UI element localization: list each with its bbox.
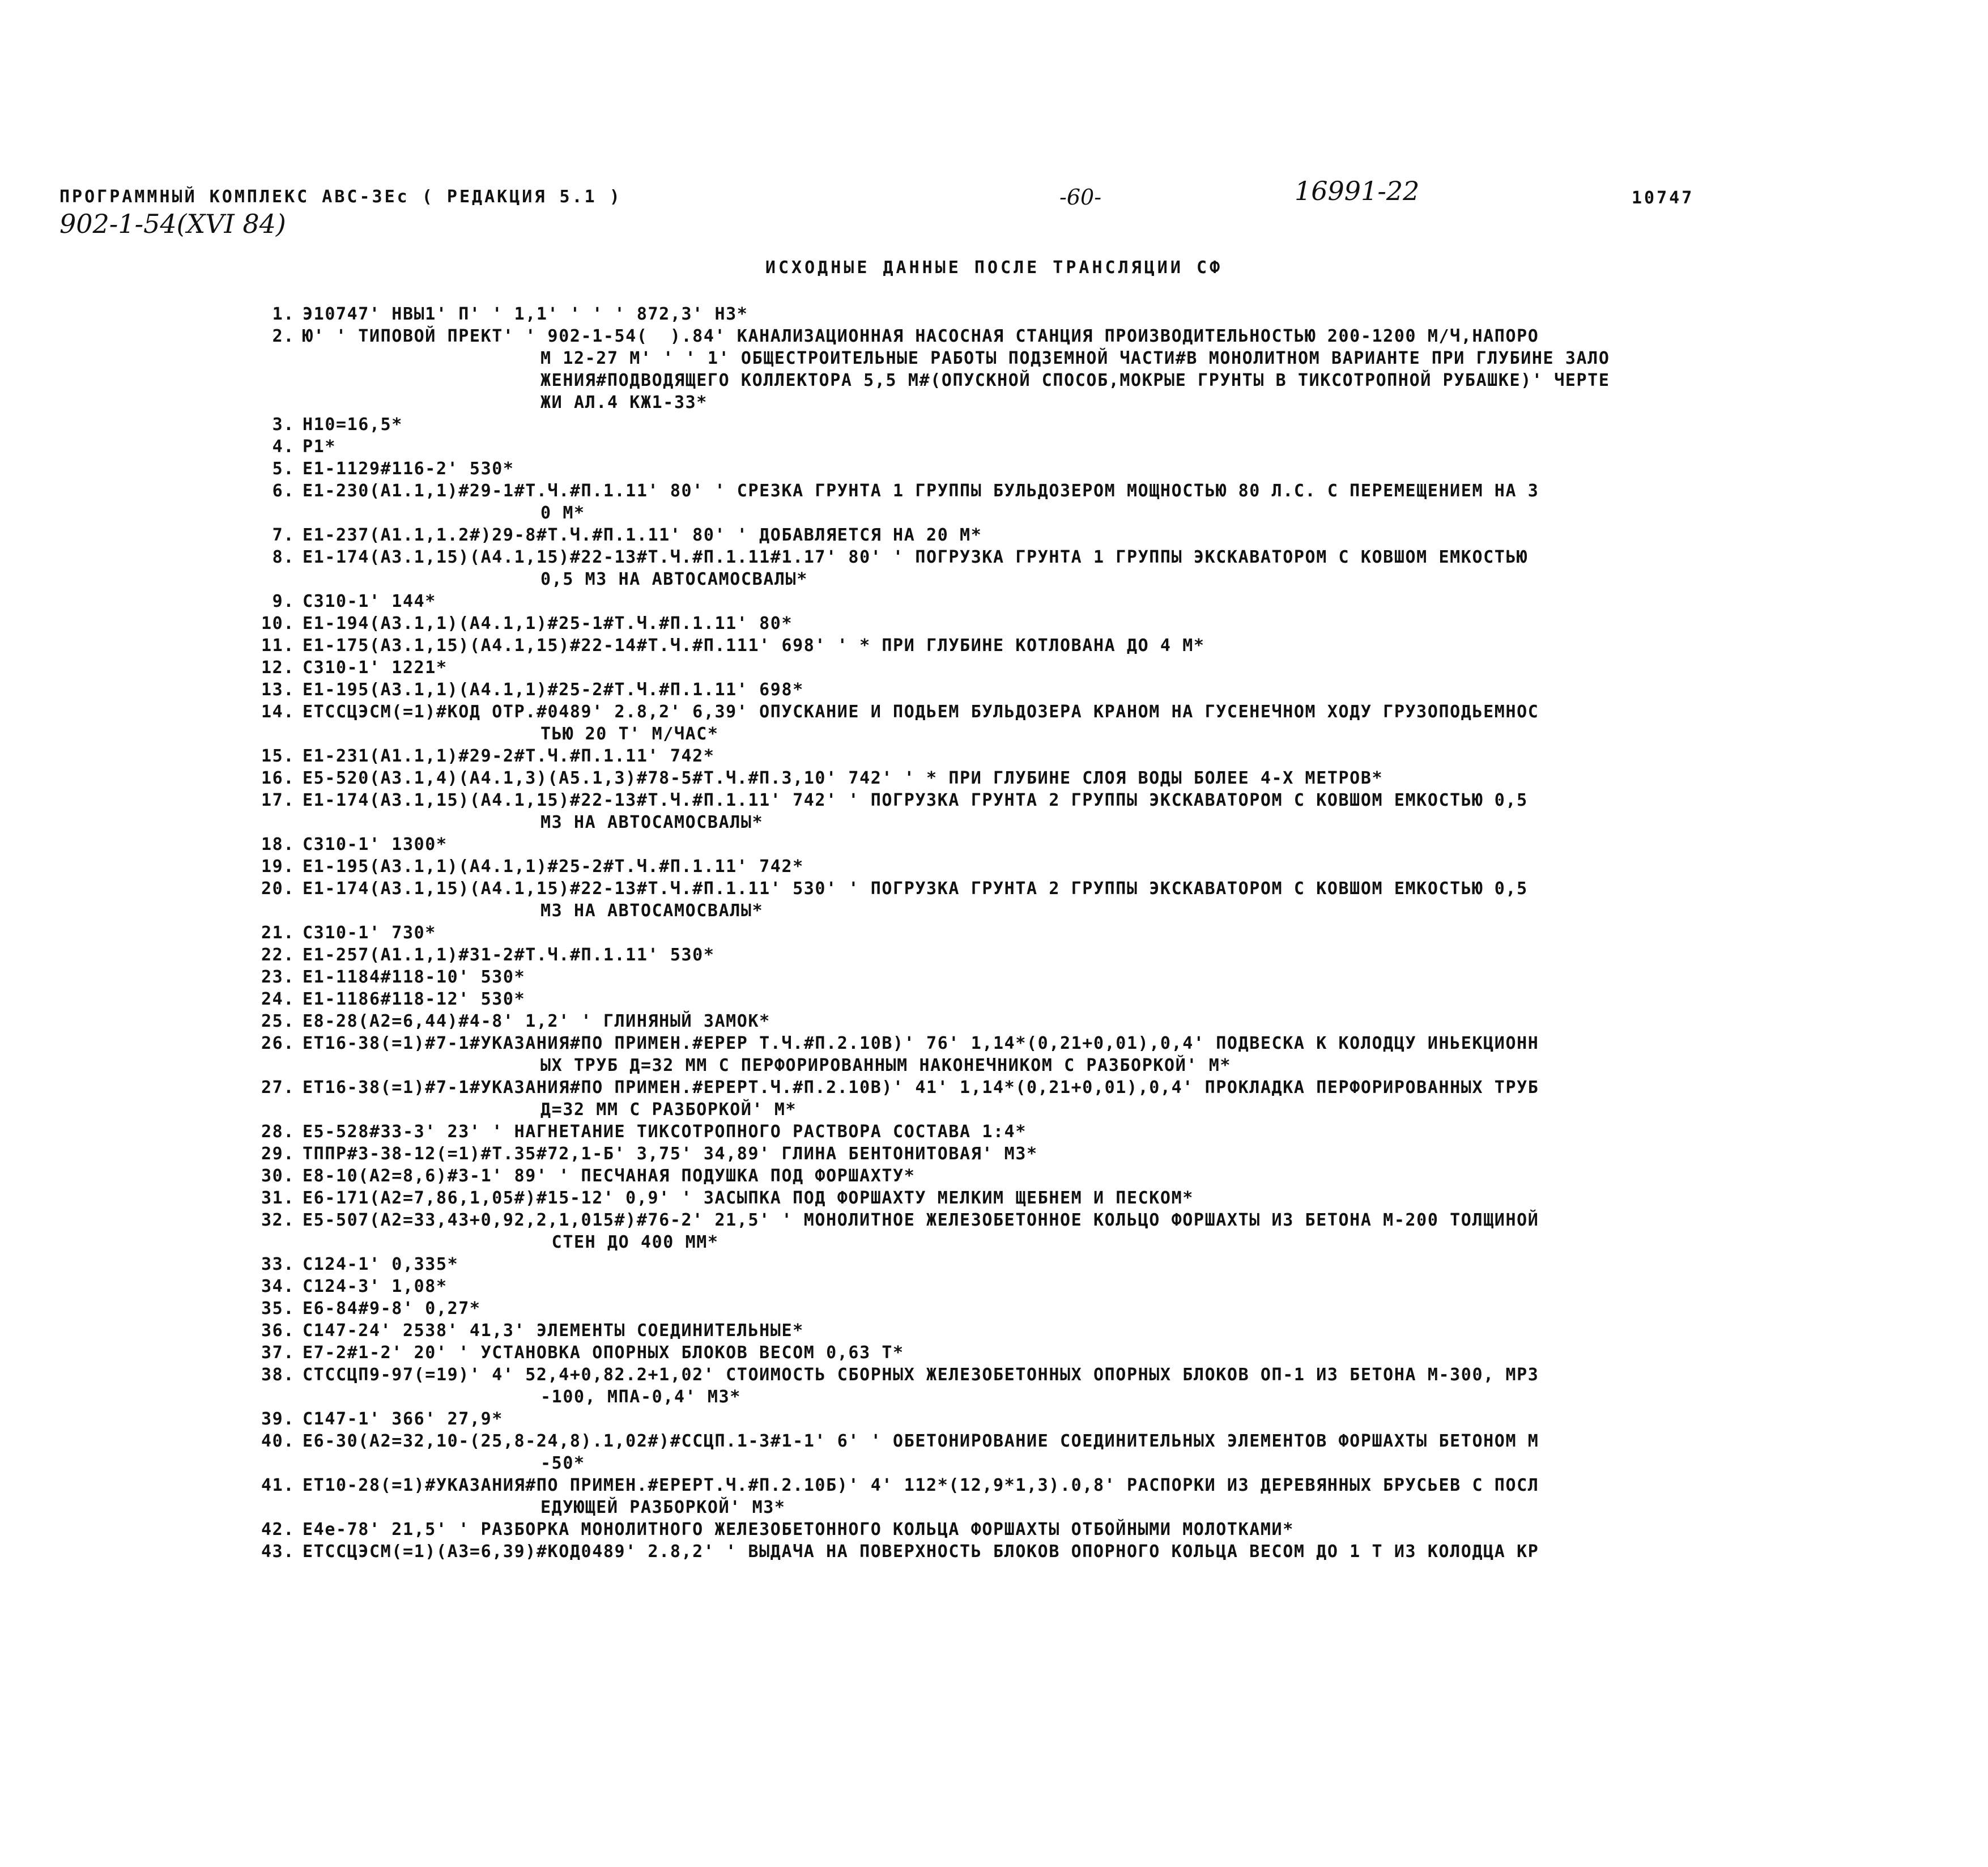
row-body [303,1143,1972,1165]
listing-row [249,1320,1972,1342]
row-body [303,436,1972,458]
listing-row [249,1187,1972,1209]
row-text: Е1-195(А3.1,1)(А4.1,1)#25-2#Т.Ч.#П.1.11' 742* [303,857,804,877]
row-number: 31. [261,1188,295,1208]
row-text: Е1-175(А3.1,15)(А4.1,15)#22-14#Т.Ч.#П.111' 698' ' * ПРИ ГЛУБИНЕ КОТЛОВАНА ДО 4 М* [303,636,1205,656]
row-text: Е5-520(А3.1,4)(А4.1,3)(А5.1,3)#78-5#Т.Ч.#П.3,10' 742' ' * ПРИ ГЛУБИНЕ СЛОЯ ВОДЫ БОЛЕЕ 4-Х МЕТРОВ* [303,768,1383,788]
row-text: С310-1' 144* [303,592,436,611]
row-text: Е6-171(А2=7,86,1,05#)#15-12' 0,9' ' ЗАСЫПКА ПОД ФОРШАХТУ МЕЛКИМ ЩЕБНЕМ И ПЕСКОМ* [303,1188,1194,1208]
row-number: 19. [261,857,295,877]
row-text: ЕТ10-28(=1)#УКАЗАНИЯ#ПО ПРИМЕН.#ЕРЕРТ.Ч.#П.2.10Б)' 4' 112*(12,9*1,3).0,8' РАСПОРКИ ИЗ ДЕРЕВЯННЫХ БРУСЬЕВ С ПОСЛ [303,1475,1539,1495]
listing-row [249,1430,1972,1474]
row-number: 17. [261,790,295,810]
listing-row [249,635,1972,657]
row-number: 1. [272,304,295,324]
row-body [303,1275,1972,1298]
row-body [303,414,1972,436]
row-number: 24. [261,989,295,1009]
row-continuation: М3 НА АВТОСАМОСВАЛЫ* [540,901,764,921]
row-number: 42. [261,1520,295,1539]
row-number: 6. [272,481,295,501]
row-body [303,458,1972,480]
row-body [303,878,1972,922]
row-text: Е8-10(А2=8,6)#3-1' 89' ' ПЕСЧАНАЯ ПОДУШКА ПОД ФОРШАХТУ* [303,1166,916,1186]
listing-row [249,458,1972,480]
row-text: Е1-174(А3.1,15)(А4.1,15)#22-13#Т.Ч.#П.1.11#1.17' 80' ' ПОГРУЗКА ГРУНТА 1 ГРУППЫ ЭКСКАВАТОРОМ С КОВШОМ ЕМКОСТЬЮ [303,547,1528,567]
row-number: 14. [261,702,295,722]
row-number: 23. [261,967,295,987]
row-continuation: ЖИ АЛ.4 КЖ1-33* [540,393,708,412]
row-text: С147-1' 366' 27,9* [303,1409,503,1429]
row-number: 26. [261,1034,295,1053]
row-body [303,1342,1972,1364]
row-number: 4. [272,437,295,457]
row-text: Э10747' НВЫ1' П' ' 1,1' ' ' ' 872,3' Н3* [303,304,748,324]
row-body [303,745,1972,767]
row-text: С147-24' 2538' 41,3' ЭЛЕМЕНТЫ СОЕДИНИТЕЛЬНЫЕ* [303,1321,804,1341]
row-body [303,1253,1972,1275]
listing-row [249,1474,1972,1519]
row-continuation: 0 М* [540,503,585,523]
row-body [303,1474,1972,1519]
row-body [303,1010,1972,1032]
row-number: 13. [261,680,295,700]
listing-row [249,1364,1972,1408]
row-number: 21. [261,923,295,943]
row-number: 41. [261,1475,295,1495]
row-body [303,922,1972,944]
row-text: Е1-1184#118-10' 530* [303,967,526,987]
row-body [303,944,1972,966]
listing-row [249,613,1972,635]
listing-title: ИСХОДНЫЕ ДАННЫЕ ПОСЛЕ ТРАНСЛЯЦИИ СФ [765,258,1223,278]
row-body [303,1320,1972,1342]
row-body [303,635,1972,657]
row-text: Е1-1129#116-2' 530* [303,459,514,479]
listing-row [249,303,1972,325]
row-text: Е5-507(А2=33,43+0,92,2,1,015#)#76-2' 21,5' ' МОНОЛИТНОЕ ЖЕЛЕЗОБЕТОННОЕ КОЛЬЦО ФОРШАХТЫ ИЗ БЕТОНА М-200 ТОЛЩИНОЙ [303,1210,1539,1230]
listing-row [249,1077,1972,1121]
row-text: ЕТССЦЭСМ(=1)#КОД ОТР.#0489' 2.8,2' 6,39' ОПУСКАНИЕ И ПОДЬЕМ БУЛЬДОЗЕРА КРАНОМ НА ГУСЕНЕЧНОМ ХОДУ ГРУЗОПОДЬЕМНОС [303,702,1539,722]
row-number: 2. [272,326,295,346]
listing-row [249,480,1972,524]
row-number: 20. [261,879,295,899]
row-continuation: -50* [540,1453,585,1473]
row-continuation: М3 НА АВТОСАМОСВАЛЫ* [540,813,764,832]
row-number: 37. [261,1343,295,1363]
listing-row [249,922,1972,944]
row-text: Е7-2#1-2' 20' ' УСТАНОВКА ОПОРНЫХ БЛОКОВ ВЕСОМ 0,63 Т* [303,1343,904,1363]
row-text: ЕТССЦЭСМ(=1)(А3=6,39)#КОД0489' 2.8,2' ' ВЫДАЧА НА ПОВЕРХНОСТЬ БЛОКОВ ОПОРНОГО КОЛЬЦА ВЕСОМ ДО 1 Т ИЗ КОЛОДЦА КР [303,1542,1539,1562]
sheet-code: 10747 [1632,188,1695,208]
row-number: 10. [261,614,295,633]
row-continuation: ЫХ ТРУБ Д=32 ММ С ПЕРФОРИРОВАННЫМ НАКОНЕЧНИКОМ С РАЗБОРКОЙ' М* [540,1056,1232,1075]
typical-project-number: 902-1-54(XVI 84) [59,209,286,239]
row-text: С310-1' 1300* [303,835,448,854]
listing-row [249,789,1972,833]
row-body [303,613,1972,635]
row-continuation: ТЬЮ 20 Т' М/ЧАС* [540,724,719,744]
row-text: С310-1' 730* [303,923,436,943]
row-number: 11. [261,636,295,656]
listing-row [249,1541,1972,1563]
row-body [303,1408,1972,1430]
row-number: 9. [272,592,295,611]
row-text: С124-1' 0,335* [303,1254,459,1274]
row-body [303,303,1972,325]
row-number: 25. [261,1011,295,1031]
row-number: 28. [261,1122,295,1142]
row-number: 40. [261,1431,295,1451]
row-body [303,325,1972,414]
row-body [303,856,1972,878]
listing-row [249,1143,1972,1165]
row-number: 27. [261,1078,295,1098]
row-text: Е8-28(А2=6,44)#4-8' 1,2' ' ГЛИНЯНЫЙ ЗАМОК* [303,1011,770,1031]
row-body [303,1541,1972,1563]
row-number: 38. [261,1365,295,1385]
row-body [303,1121,1972,1143]
listing-row [249,436,1972,458]
row-number: 15. [261,746,295,766]
listing-row [249,878,1972,922]
row-text: С124-3' 1,08* [303,1277,448,1296]
listing-row [249,1253,1972,1275]
listing-row [249,1275,1972,1298]
listing-row [249,657,1972,679]
row-continuation: ЕДУЮЩЕЙ РАЗБОРКОЙ' М3* [540,1498,786,1517]
page-number: -60- [1059,185,1102,210]
row-number: 39. [261,1409,295,1429]
row-text: Е1-237(А1.1,1.2#)29-8#Т.Ч.#П.1.11' 80' ' ДОБАВЛЯЕТСЯ НА 20 М* [303,525,982,545]
row-number: 33. [261,1254,295,1274]
row-number: 16. [261,768,295,788]
row-number: 36. [261,1321,295,1341]
row-text: Е1-174(А3.1,15)(А4.1,15)#22-13#Т.Ч.#П.1.11' 742' ' ПОГРУЗКА ГРУНТА 2 ГРУППЫ ЭКСКАВАТОРОМ С КОВШОМ ЕМКОСТЬЮ 0,5 [303,790,1528,810]
row-number: 8. [272,547,295,567]
listing-row [249,833,1972,856]
listing-row [249,1121,1972,1143]
row-number: 34. [261,1277,295,1296]
program-name: ПРОГРАММНЫЙ КОМПЛЕКС АВС-3Ес ( РЕДАКЦИЯ 5.1 ) [59,187,622,207]
row-body [303,1298,1972,1320]
row-text: СТССЦП9-97(=19)' 4' 52,4+0,82.2+1,02' СТОИМОСТЬ СБОРНЫХ ЖЕЛЕЗОБЕТОННЫХ ОПОРНЫХ БЛОКОВ ОП-1 ИЗ БЕТОНА М-300, МРЗ [303,1365,1539,1385]
listing-row [249,944,1972,966]
row-text: Е6-30(А2=32,10-(25,8-24,8).1,02#)#ССЦП.1-3#1-1' 6' ' ОБЕТОНИРОВАНИЕ СОЕДИНИТЕЛЬНЫХ ЭЛЕМЕНТОВ ФОРШАХТЫ БЕТОНОМ М [303,1431,1539,1451]
row-body [303,524,1972,546]
listing-row [249,1342,1972,1364]
listing-row [249,745,1972,767]
row-text: ТППР#3-38-12(=1)#Т.35#72,1-Б' 3,75' 34,89' ГЛИНА БЕНТОНИТОВАЯ' М3* [303,1144,1038,1164]
row-continuation: М 12-27 М' ' ' 1' ОБЩЕСТРОИТЕЛЬНЫЕ РАБОТЫ ПОДЗЕМНОЙ ЧАСТИ#В МОНОЛИТНОМ ВАРИАНТЕ ПРИ ГЛУБИНЕ ЗАЛО [540,348,1610,368]
listing-row [249,1032,1972,1077]
row-text: Е1-230(А1.1,1)#29-1#Т.Ч.#П.1.11' 80' ' СРЕЗКА ГРУНТА 1 ГРУППЫ БУЛЬДОЗЕРОМ МОЩНОСТЬЮ 80 Л.С. С ПЕРЕМЕЩЕНИЕМ НА 3 [303,481,1539,501]
row-continuation: ЖЕНИЯ#ПОДВОДЯЩЕГО КОЛЛЕКТОРА 5,5 М#(ОПУСКНОЙ СПОСОБ,МОКРЫЕ ГРУНТЫ В ТИКСОТРОПНОЙ РУБАШКЕ)' ЧЕРТЕ [540,371,1610,390]
listing-row [249,325,1972,414]
row-number: 18. [261,835,295,854]
row-text: Е1-257(А1.1,1)#31-2#Т.Ч.#П.1.11' 530* [303,945,715,965]
row-number: 12. [261,658,295,678]
row-text: Р1* [303,437,336,457]
row-body [303,657,1972,679]
row-body [303,1430,1972,1474]
row-body [303,1364,1972,1408]
row-number: 3. [272,415,295,435]
row-body [303,966,1972,988]
row-continuation: -100, МПА-0,4' М3* [540,1387,741,1407]
row-body [303,833,1972,856]
row-text: Е6-84#9-8' 0,27* [303,1299,481,1319]
page-header [0,176,1988,248]
row-body [303,701,1972,745]
row-text: Ю' ' ТИПОВОЙ ПРЕКТ' ' 902-1-54( ).84' КАНАЛИЗАЦИОННАЯ НАСОСНАЯ СТАНЦИЯ ПРОИЗВОДИТЕЛЬНОСТЬЮ 200-1200 М/Ч,НАПОРО [303,326,1539,346]
row-body [303,767,1972,789]
listing-row [249,679,1972,701]
row-continuation: Д=32 ММ С РАЗБОРКОЙ' М* [540,1100,797,1120]
listing-row [249,414,1972,436]
listing-row [249,966,1972,988]
listing-row [249,1010,1972,1032]
row-body [303,988,1972,1010]
row-number: 29. [261,1144,295,1164]
source-data-listing [249,303,1972,1563]
row-text: Н10=16,5* [303,415,403,435]
row-body [303,789,1972,833]
row-body [303,1165,1972,1187]
row-body [303,480,1972,524]
row-text: Е1-195(А3.1,1)(А4.1,1)#25-2#Т.Ч.#П.1.11' 698* [303,680,804,700]
document-number: 16991-22 [1295,176,1420,206]
row-body [303,1519,1972,1541]
row-body [303,1077,1972,1121]
row-body [303,1187,1972,1209]
row-number: 43. [261,1542,295,1562]
row-text: ЕТ16-38(=1)#7-1#УКАЗАНИЯ#ПО ПРИМЕН.#ЕРЕР Т.Ч.#П.2.10В)' 76' 1,14*(0,21+0,01),0,4' ПОДВЕСКА К КОЛОДЦУ ИНЬЕКЦИОНН [303,1034,1539,1053]
listing-row [249,767,1972,789]
listing-row [249,1165,1972,1187]
listing-row [249,524,1972,546]
row-continuation: СТЕН ДО 400 ММ* [540,1232,719,1252]
row-text: Е1-174(А3.1,15)(А4.1,15)#22-13#Т.Ч.#П.1.11' 530' ' ПОГРУЗКА ГРУНТА 2 ГРУППЫ ЭКСКАВАТОРОМ С КОВШОМ ЕМКОСТЬЮ 0,5 [303,879,1528,899]
row-number: 7. [272,525,295,545]
row-continuation: 0,5 М3 НА АВТОСАМОСВАЛЫ* [540,569,808,589]
row-body [303,546,1972,590]
row-text: Е1-231(А1.1,1)#29-2#Т.Ч.#П.1.11' 742* [303,746,715,766]
row-number: 22. [261,945,295,965]
row-text: Е5-528#33-3' 23' ' НАГНЕТАНИЕ ТИКСОТРОПНОГО РАСТВОРА СОСТАВА 1:4* [303,1122,1027,1142]
listing-row [249,1519,1972,1541]
row-text: Е1-194(А3.1,1)(А4.1,1)#25-1#Т.Ч.#П.1.11' 80* [303,614,793,633]
row-body [303,679,1972,701]
listing-row [249,546,1972,590]
listing-row [249,988,1972,1010]
listing-row [249,1298,1972,1320]
row-number: 30. [261,1166,295,1186]
row-number: 5. [272,459,295,479]
row-text: Е4е-78' 21,5' ' РАЗБОРКА МОНОЛИТНОГО ЖЕЛЕЗОБЕТОННОГО КОЛЬЦА ФОРШАХТЫ ОТБОЙНЫМИ МОЛОТКАМИ* [303,1520,1294,1539]
row-body [303,1032,1972,1077]
row-text: Е1-1186#118-12' 530* [303,989,526,1009]
listing-row [249,590,1972,613]
row-body [303,1209,1972,1253]
row-body [303,590,1972,613]
row-number: 35. [261,1299,295,1319]
listing-row [249,1209,1972,1253]
row-text: С310-1' 1221* [303,658,448,678]
listing-row [249,1408,1972,1430]
row-text: ЕТ16-38(=1)#7-1#УКАЗАНИЯ#ПО ПРИМЕН.#ЕРЕРТ.Ч.#П.2.10В)' 41' 1,14*(0,21+0,01),0,4' ПРОКЛАДКА ПЕРФОРИРОВАННЫХ ТРУБ [303,1078,1539,1098]
row-number: 32. [261,1210,295,1230]
listing-row [249,701,1972,745]
listing-row [249,856,1972,878]
